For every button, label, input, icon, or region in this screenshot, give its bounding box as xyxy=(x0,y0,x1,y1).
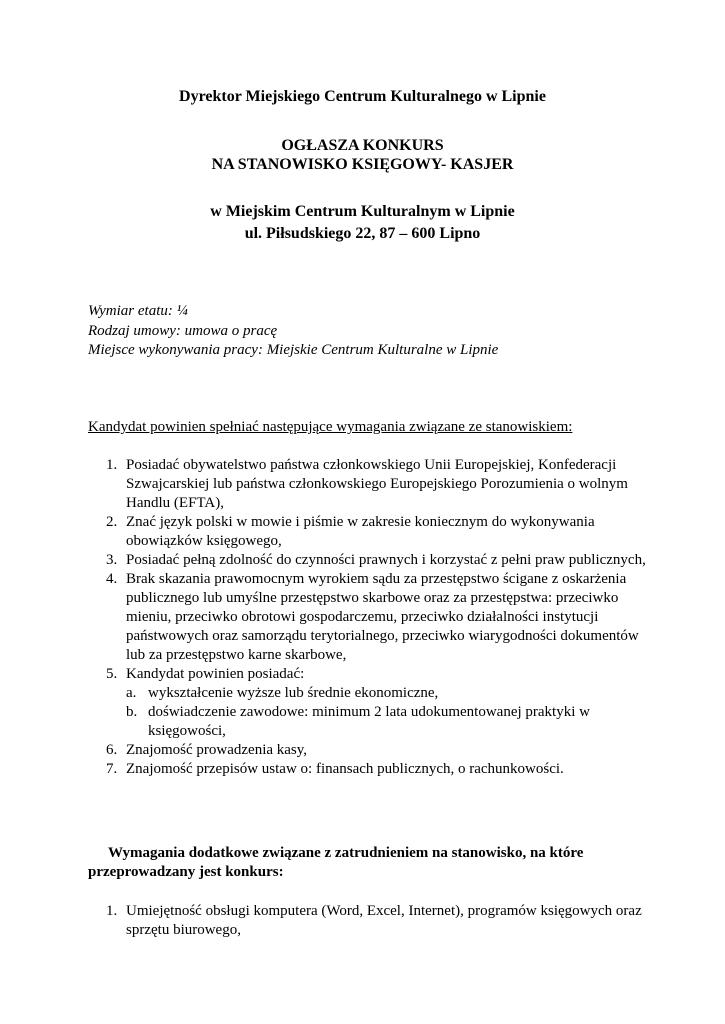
sub-list-item-text: wykształcenie wyższe lub średnie ekonomiczne, xyxy=(148,685,439,701)
sub-list-item xyxy=(126,684,648,703)
place-line-2: ul. Piłsudskiego 22, 87 – 600 Lipno xyxy=(244,225,481,242)
info-contract-type: Rodzaj umowy: umowa o pracę xyxy=(88,323,278,339)
requirements-heading: Kandydat powinien spełniać następujące wymagania związane ze stanowiskiem: xyxy=(88,419,573,435)
list-item xyxy=(88,456,648,513)
sub-list xyxy=(126,684,648,741)
list-item-text: Znajomość przepisów ustaw o: finansach publicznych, o rachunkowości. xyxy=(126,761,564,777)
list-item-text: Kandydat powinien posiadać: xyxy=(126,666,305,682)
list-item-number: 2. xyxy=(106,514,118,530)
info-employment-rate: Wymiar etatu: ¼ xyxy=(88,303,188,319)
list-item-number: 7. xyxy=(106,761,118,777)
list-item-text: Brak skazania prawomocnym wyrokiem sądu za przestępstwo ścigane z oskarżenia publicznego lub umyślne przestępstwo skarbowe oraz za przestępstwa: przeciwko mieniu, przeciwko obrotowi gospodarczemu, przeciwko działalności instytucji państwowych oraz samorządu terytorialnego, przeciwko wiarygodności dokumentów lub za przestępstwo karne skarbowe, xyxy=(126,571,639,663)
list-item xyxy=(88,741,648,760)
sub-list-item-text: doświadczenie zawodowe: minimum 2 lata udokumentowanej praktyki w księgowości, xyxy=(148,704,590,739)
list-item xyxy=(88,902,648,940)
list-item xyxy=(88,760,648,779)
list-item xyxy=(88,513,648,551)
list-item-number: 6. xyxy=(106,742,118,758)
announcement-line-2: NA STANOWISKO KSIĘGOWY- KASJER xyxy=(211,156,514,173)
additional-requirements-heading: Wymagania dodatkowe związane z zatrudnieniem na stanowisko, na które przeprowadzany jest konkurs: xyxy=(88,845,584,880)
list-item-number: 4. xyxy=(106,571,118,587)
additional-requirements-list xyxy=(88,902,648,940)
list-item-text: Umiejętność obsługi komputera (Word, Excel, Internet), programów księgowych oraz sprzętu biurowego, xyxy=(126,903,642,938)
list-item-text: Posiadać pełną zdolność do czynności prawnych i korzystać z pełni praw publicznych, xyxy=(126,552,646,568)
list-item-text: Posiadać obywatelstwo państwa członkowskiego Unii Europejskiej, Konfederacji Szwajcarskiej lub państwa członkowskiego Europejskiego Porozumienia o wolnym Handlu (EFTA), xyxy=(126,457,628,511)
list-item-number: 1. xyxy=(106,457,118,473)
list-item-text: Znajomość prowadzenia kasy, xyxy=(126,742,308,758)
list-item xyxy=(88,570,648,665)
list-item-text: Znać język polski w mowie i piśmie w zakresie koniecznym do wykonywania obowiązków księgowego, xyxy=(126,514,595,549)
place-line-1: w Miejskim Centrum Kulturalnym w Lipnie xyxy=(210,203,515,220)
list-item-number: 5. xyxy=(106,666,118,682)
list-item xyxy=(88,665,648,741)
list-item-number: 1. xyxy=(106,903,118,919)
announcement-line-1: OGŁASZA KONKURS xyxy=(281,137,444,154)
document-title: Dyrektor Miejskiego Centrum Kulturalnego w Lipnie xyxy=(179,88,546,105)
sub-list-item-letter: b. xyxy=(126,704,138,720)
sub-list-item-letter: a. xyxy=(126,685,137,701)
list-item-number: 3. xyxy=(106,552,118,568)
requirements-list xyxy=(88,456,648,779)
sub-list-item xyxy=(126,703,648,741)
list-item xyxy=(88,551,648,570)
info-workplace: Miejsce wykonywania pracy: Miejskie Centrum Kulturalne w Lipnie xyxy=(88,342,499,358)
